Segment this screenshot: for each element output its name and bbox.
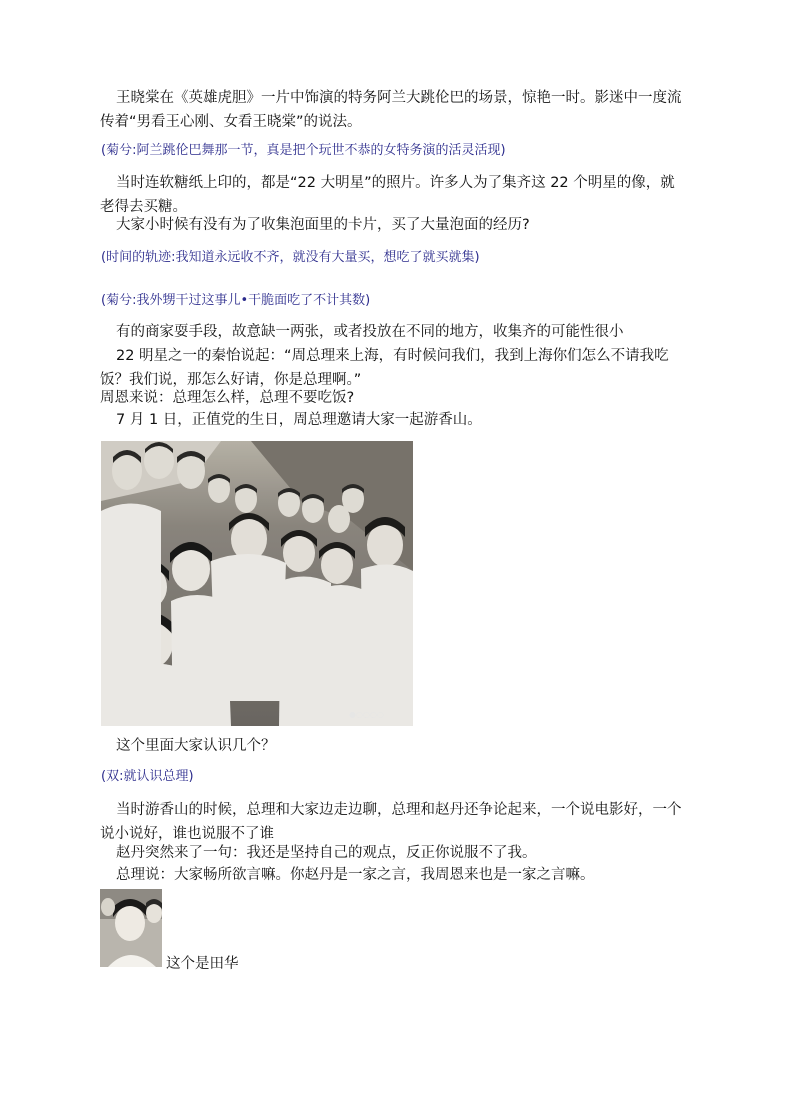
paragraph-line: 当时游香山的时候，总理和大家边走边聊，总理和赵丹还争论起来，一个说电影好，一个 [116, 802, 682, 818]
reader-comment: (双:就认识总理) [101, 769, 194, 784]
paragraph-line: 赵丹突然来了一句：我还是坚持自己的观点，反正你说服不了我。 [116, 845, 537, 861]
paragraph-line: 老得去买糖。 [100, 199, 187, 215]
portrait-thumbnail [100, 889, 162, 967]
group-photo [101, 441, 413, 726]
paragraph-line: 这个里面大家认识几个？ [116, 738, 276, 754]
paragraph-line: 大家小时候有没有为了收集泡面里的卡片，买了大量泡面的经历? [116, 217, 530, 233]
paragraph-line: 说小说好，谁也说服不了谁 [100, 826, 274, 842]
paragraph-line: 22 明星之一的秦怡说起：“周总理来上海，有时候问我们，我到上海你们怎么不请我吃 [116, 348, 669, 364]
reader-comment: (时间的轨迹:我知道永远收不齐，就没有大量买，想吃了就买就集) [101, 250, 480, 265]
paragraph-line: 传着“男看王心刚、女看王晓棠”的说法。 [100, 114, 362, 130]
photo-caption: 这个是田华 [166, 956, 239, 972]
paragraph-line: 有的商家耍手段，故意缺一两张，或者投放在不同的地方，收集齐的可能性很小 [116, 324, 624, 340]
reader-comment: (菊兮:我外甥干过这事儿•干脆面吃了不计其数) [101, 293, 371, 308]
paragraph-line: 王晓棠在《英雄虎胆》一片中饰演的特务阿兰大跳伦巴的场景，惊艳一时。影迷中一度流 [116, 90, 682, 106]
svg-text:●○○○○: ●○○○○ [349, 710, 384, 719]
paragraph-line: 当时连软糖纸上印的，都是“22 大明星”的照片。许多人为了集齐这 22 个明星的像，就 [116, 175, 675, 191]
paragraph-line: 周恩来说：总理怎么样，总理不要吃饭? [100, 390, 355, 406]
paragraph-line: 7 月 1 日，正值党的生日，周总理邀请大家一起游香山。 [116, 412, 482, 428]
reader-comment: (菊兮:阿兰跳伦巴舞那一节，真是把个玩世不恭的女特务演的活灵活现) [101, 143, 506, 158]
paragraph-line: 饭？我们说，那怎么好请，你是总理啊。” [100, 372, 362, 388]
paragraph-line: 总理说：大家畅所欲言嘛。你赵丹是一家之言，我周恩来也是一家之言嘛。 [116, 867, 595, 883]
